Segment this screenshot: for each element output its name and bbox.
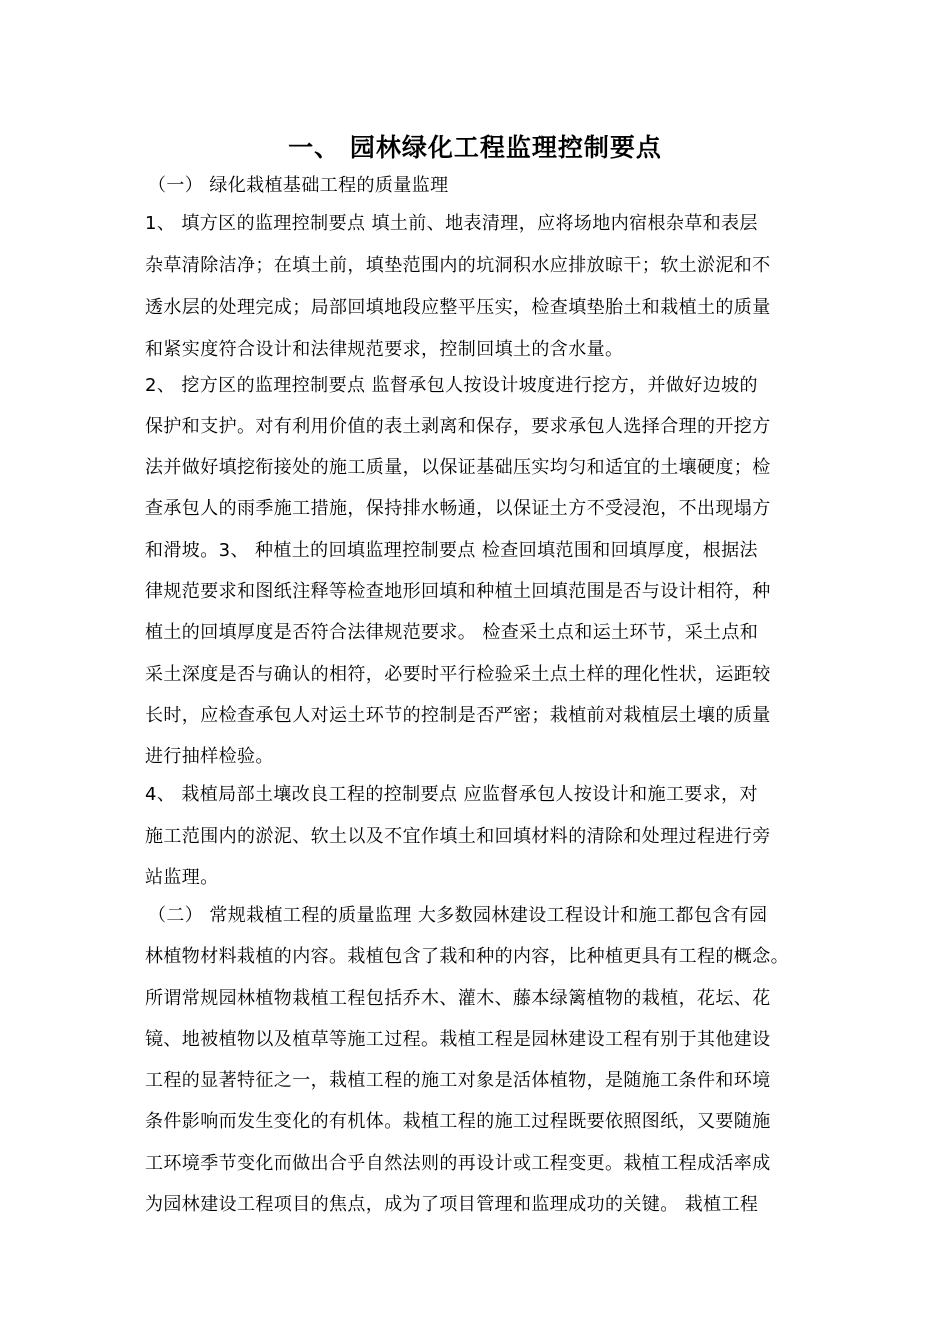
paragraph-line: 和滑坡。3、 种植土的回填监理控制要点 检查回填范围和回填厚度，根据法 xyxy=(145,540,758,561)
paragraph-line: 施工范围内的淤泥、软土以及不宜作填土和回填材料的清除和处理过程进行旁 xyxy=(145,826,771,847)
paragraph-line: 查承包人的雨季施工措施，保持排水畅通，以保证土方不受浸泡，不出现塌方 xyxy=(145,498,771,519)
paragraph-line: 为园林建设工程项目的焦点，成为了项目管理和监理成功的关键。 栽植工程 xyxy=(145,1194,759,1215)
paragraph-line: 长时，应检查承包人对运土环节的控制是否严密；栽植前对栽植层土壤的质量 xyxy=(145,705,771,726)
paragraph-line: 林植物材料栽植的内容。栽植包含了栽和种的内容，比种植更具有工程的概念。 xyxy=(145,946,789,967)
paragraph-line: 植土的回填厚度是否符合法律规范要求。 检查采土点和运土环节，采土点和 xyxy=(145,622,759,643)
paragraph-line: 工环境季节变化而做出合乎自然法则的再设计或工程变更。栽植工程成活率成 xyxy=(145,1153,771,1174)
paragraph-line: 镜、地被植物以及植草等施工过程。栽植工程是园林建设工程有别于其他建设 xyxy=(145,1029,771,1050)
paragraph-line: 律规范要求和图纸注释等检查地形回填和种植土回填范围是否与设计相符，种 xyxy=(145,581,771,602)
paragraph-line: 杂草清除洁净；在填土前，填垫范围内的坑洞积水应排放晾干；软土淤泥和不 xyxy=(145,255,771,276)
paragraph-line: 4、 栽植局部土壤改良工程的控制要点 应监督承包人按设计和施工要求，对 xyxy=(145,784,758,805)
paragraph-line: 2、 挖方区的监理控制要点 监督承包人按设计坡度进行挖方，并做好边坡的 xyxy=(145,375,758,396)
paragraph-line: 1、 填方区的监理控制要点 填土前、地表清理，应将场地内宿根杂草和表层 xyxy=(145,213,758,234)
paragraph-line: 进行抽样检验。 xyxy=(145,746,274,767)
paragraph-line: 条件影响而发生变化的有机体。栽植工程的施工过程既要依照图纸，又要随施 xyxy=(145,1111,771,1132)
paragraph-line: 和紧实度符合设计和法律规范要求，控制回填土的含水量。 xyxy=(145,339,624,360)
section-heading-1: （一） 绿化栽植基础工程的质量监理 xyxy=(148,175,449,196)
paragraph-line: 透水层的处理完成；局部回填地段应整平压实，检查填垫胎土和栽植土的质量 xyxy=(145,297,771,318)
section-heading-2: （二） 常规栽植工程的质量监理 大多数园林建设工程设计和施工都包含有园 xyxy=(148,905,768,926)
paragraph-line: 采土深度是否与确认的相符，必要时平行检验采土点土样的理化性状，运距较 xyxy=(145,664,771,685)
paragraph-line: 工程的显著特征之一，栽植工程的施工对象是活体植物，是随施工条件和环境 xyxy=(145,1070,771,1091)
paragraph-line: 所谓常规园林植物栽植工程包括乔木、灌木、藤本绿篱植物的栽植，花坛、花 xyxy=(145,988,771,1009)
paragraph-line: 站监理。 xyxy=(145,867,219,888)
paragraph-line: 保护和支护。对有利用价值的表土剥离和保存，要求承包人选择合理的开挖方 xyxy=(145,416,771,437)
document-title: 一、 园林绿化工程监理控制要点 xyxy=(288,133,662,162)
paragraph-line: 法并做好填挖衔接处的施工质量，以保证基础压实均匀和适宜的土壤硬度；检 xyxy=(145,457,771,478)
